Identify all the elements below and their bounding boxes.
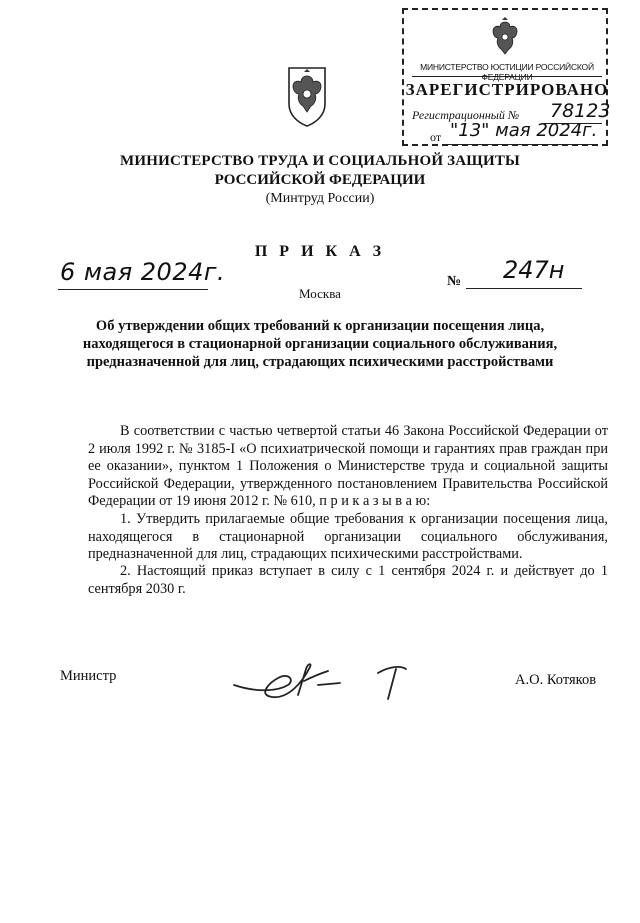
stamp-date-prefix: от [430, 130, 442, 144]
registration-stamp [402, 8, 611, 146]
place: Москва [299, 286, 341, 301]
signer-name: А.О. Котяков [515, 672, 597, 688]
stamp-emblem-icon [490, 16, 520, 56]
ministry-name-line1: МИНИСТЕРСТВО ТРУДА И СОЦИАЛЬНОЙ ЗАЩИТЫ [120, 153, 520, 169]
handwritten-signature-icon [228, 655, 418, 705]
intro-paragraph: В соответствии с частью четвертой статьи 46 Закона Российской Федерации от 2 июля 1992 г. № 3185-I «О психиатрической помощи и гарантиях прав граждан при ее оказании», пунктом 1 Положения о Министерстве труда и социальной защиты Российской Федерации, утвержденного постановлением Правительства Российской Федерации от 19 июня 2012 г. № 610, п р и к а з ы в а ю: [88, 423, 608, 510]
number-sign: № [447, 274, 462, 289]
stamp-date: "13" мая 2024г. [450, 120, 598, 141]
coat-of-arms-icon [287, 66, 327, 128]
order-title: П Р И К А З [254, 243, 386, 260]
item-1-paragraph: 1. Утвердить прилагаемые общие требования к организации посещения лица, находящегося в стационарной организации социального обслуживания, предназначенной для лиц, страдающих психическими расстройствами. [88, 511, 608, 563]
stamp-reg-label: Регистрационный № [412, 108, 520, 122]
item-2-paragraph: 2. Настоящий приказ вступает в силу с 1 сентября 2024 г. и действует до 1 сентября 2030 г. [88, 563, 608, 597]
ministry-short-name: (Минтруд России) [265, 191, 375, 206]
ministry-name-line2: РОССИЙСКОЙ ФЕДЕРАЦИИ [214, 172, 426, 188]
stamp-ministry: МИНИСТЕРСТВО ЮСТИЦИИ РОССИЙСКОЙ ФЕДЕРАЦИИ [420, 62, 594, 82]
order-subject: Об утверждении общих требований к организации посещения лица, находящегося в стационарной организации социального обслуживания, предназначенной для лиц, страдающих психическими расстройствами [82, 318, 558, 370]
order-date: 6 мая 2024г. [60, 258, 226, 286]
stamp-reg-number: 78123 [550, 100, 611, 122]
order-number: 247н [503, 256, 565, 284]
signer-title: Министр [60, 668, 117, 684]
stamp-registered: ЗАРЕГИСТРИРОВАНО [405, 80, 609, 99]
